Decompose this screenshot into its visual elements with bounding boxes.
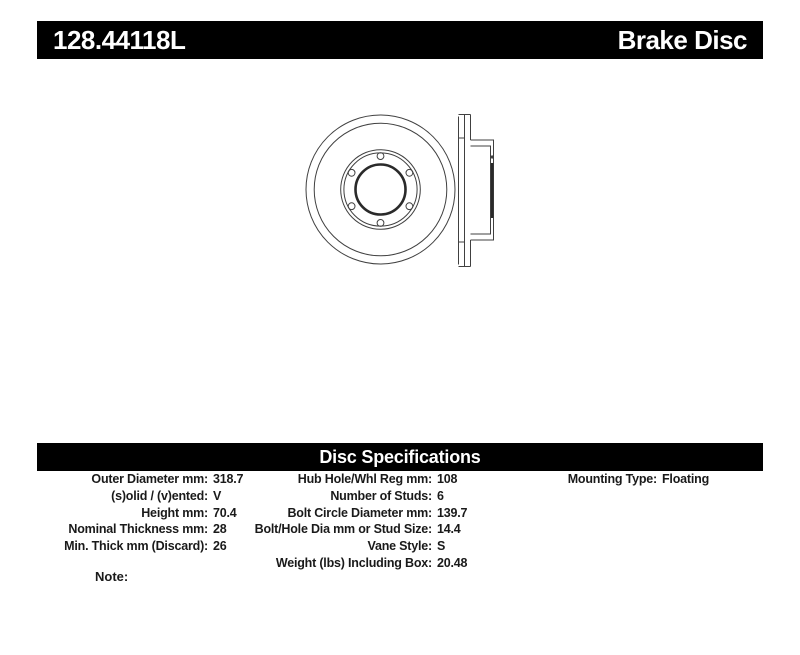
spec-value: 20.48 [437, 555, 468, 570]
spec-row [20, 488, 270, 505]
spec-row [240, 504, 500, 521]
spec-value: Floating [662, 472, 710, 487]
part-number: 128.44118L [53, 25, 186, 55]
spec-title-bar [37, 443, 763, 471]
spec-row [20, 538, 270, 555]
spec-value: 26 [213, 539, 227, 554]
spec-label: Bolt Circle Diameter mm: [287, 505, 432, 520]
spec-value: 6 [437, 489, 444, 504]
spec-label: Weight (lbs) Including Box: [275, 555, 432, 570]
spec-label: Vane Style: [367, 539, 432, 554]
spec-section-title: Disc Specifications [319, 446, 481, 467]
spec-row [20, 504, 270, 521]
spec-value: 28 [213, 522, 227, 537]
note-label: Note: [95, 569, 129, 584]
spec-value: 108 [437, 472, 458, 487]
spec-label: Height mm: [141, 505, 208, 520]
spec-label: Outer Diameter mm: [91, 472, 208, 487]
spec-column-dimensions [20, 471, 270, 554]
spec-row [20, 521, 270, 538]
spec-label: Bolt/Hole Dia mm or Stud Size: [254, 522, 432, 537]
spec-row [240, 471, 500, 488]
spec-label: Number of Studs: [330, 489, 432, 504]
spec-value: S [437, 539, 446, 554]
spec-row [240, 554, 500, 571]
spec-value: 318.7 [213, 472, 244, 487]
spec-row [240, 521, 500, 538]
spec-label: (s)olid / (v)ented: [111, 489, 208, 504]
spec-label: Hub Hole/Whl Reg mm: [297, 472, 432, 487]
brake-disc-cross-section-icon [459, 115, 494, 267]
spec-row [20, 471, 270, 488]
spec-value: 139.7 [437, 505, 468, 520]
spec-column-hub-studs [240, 471, 500, 571]
spec-row [240, 538, 500, 555]
brake-disc-front-view-icon [306, 115, 455, 264]
spec-row [240, 488, 500, 505]
product-type-title: Brake Disc [617, 25, 747, 55]
spec-row [480, 471, 720, 488]
spec-value: 70.4 [213, 505, 237, 520]
spec-column-mounting [480, 471, 720, 488]
spec-label: Min. Thick mm (Discard): [64, 539, 208, 554]
spec-value: V [213, 489, 222, 504]
spec-value: 14.4 [437, 522, 461, 537]
spec-label: Nominal Thickness mm: [68, 522, 208, 537]
spec-label: Mounting Type: [567, 472, 657, 487]
